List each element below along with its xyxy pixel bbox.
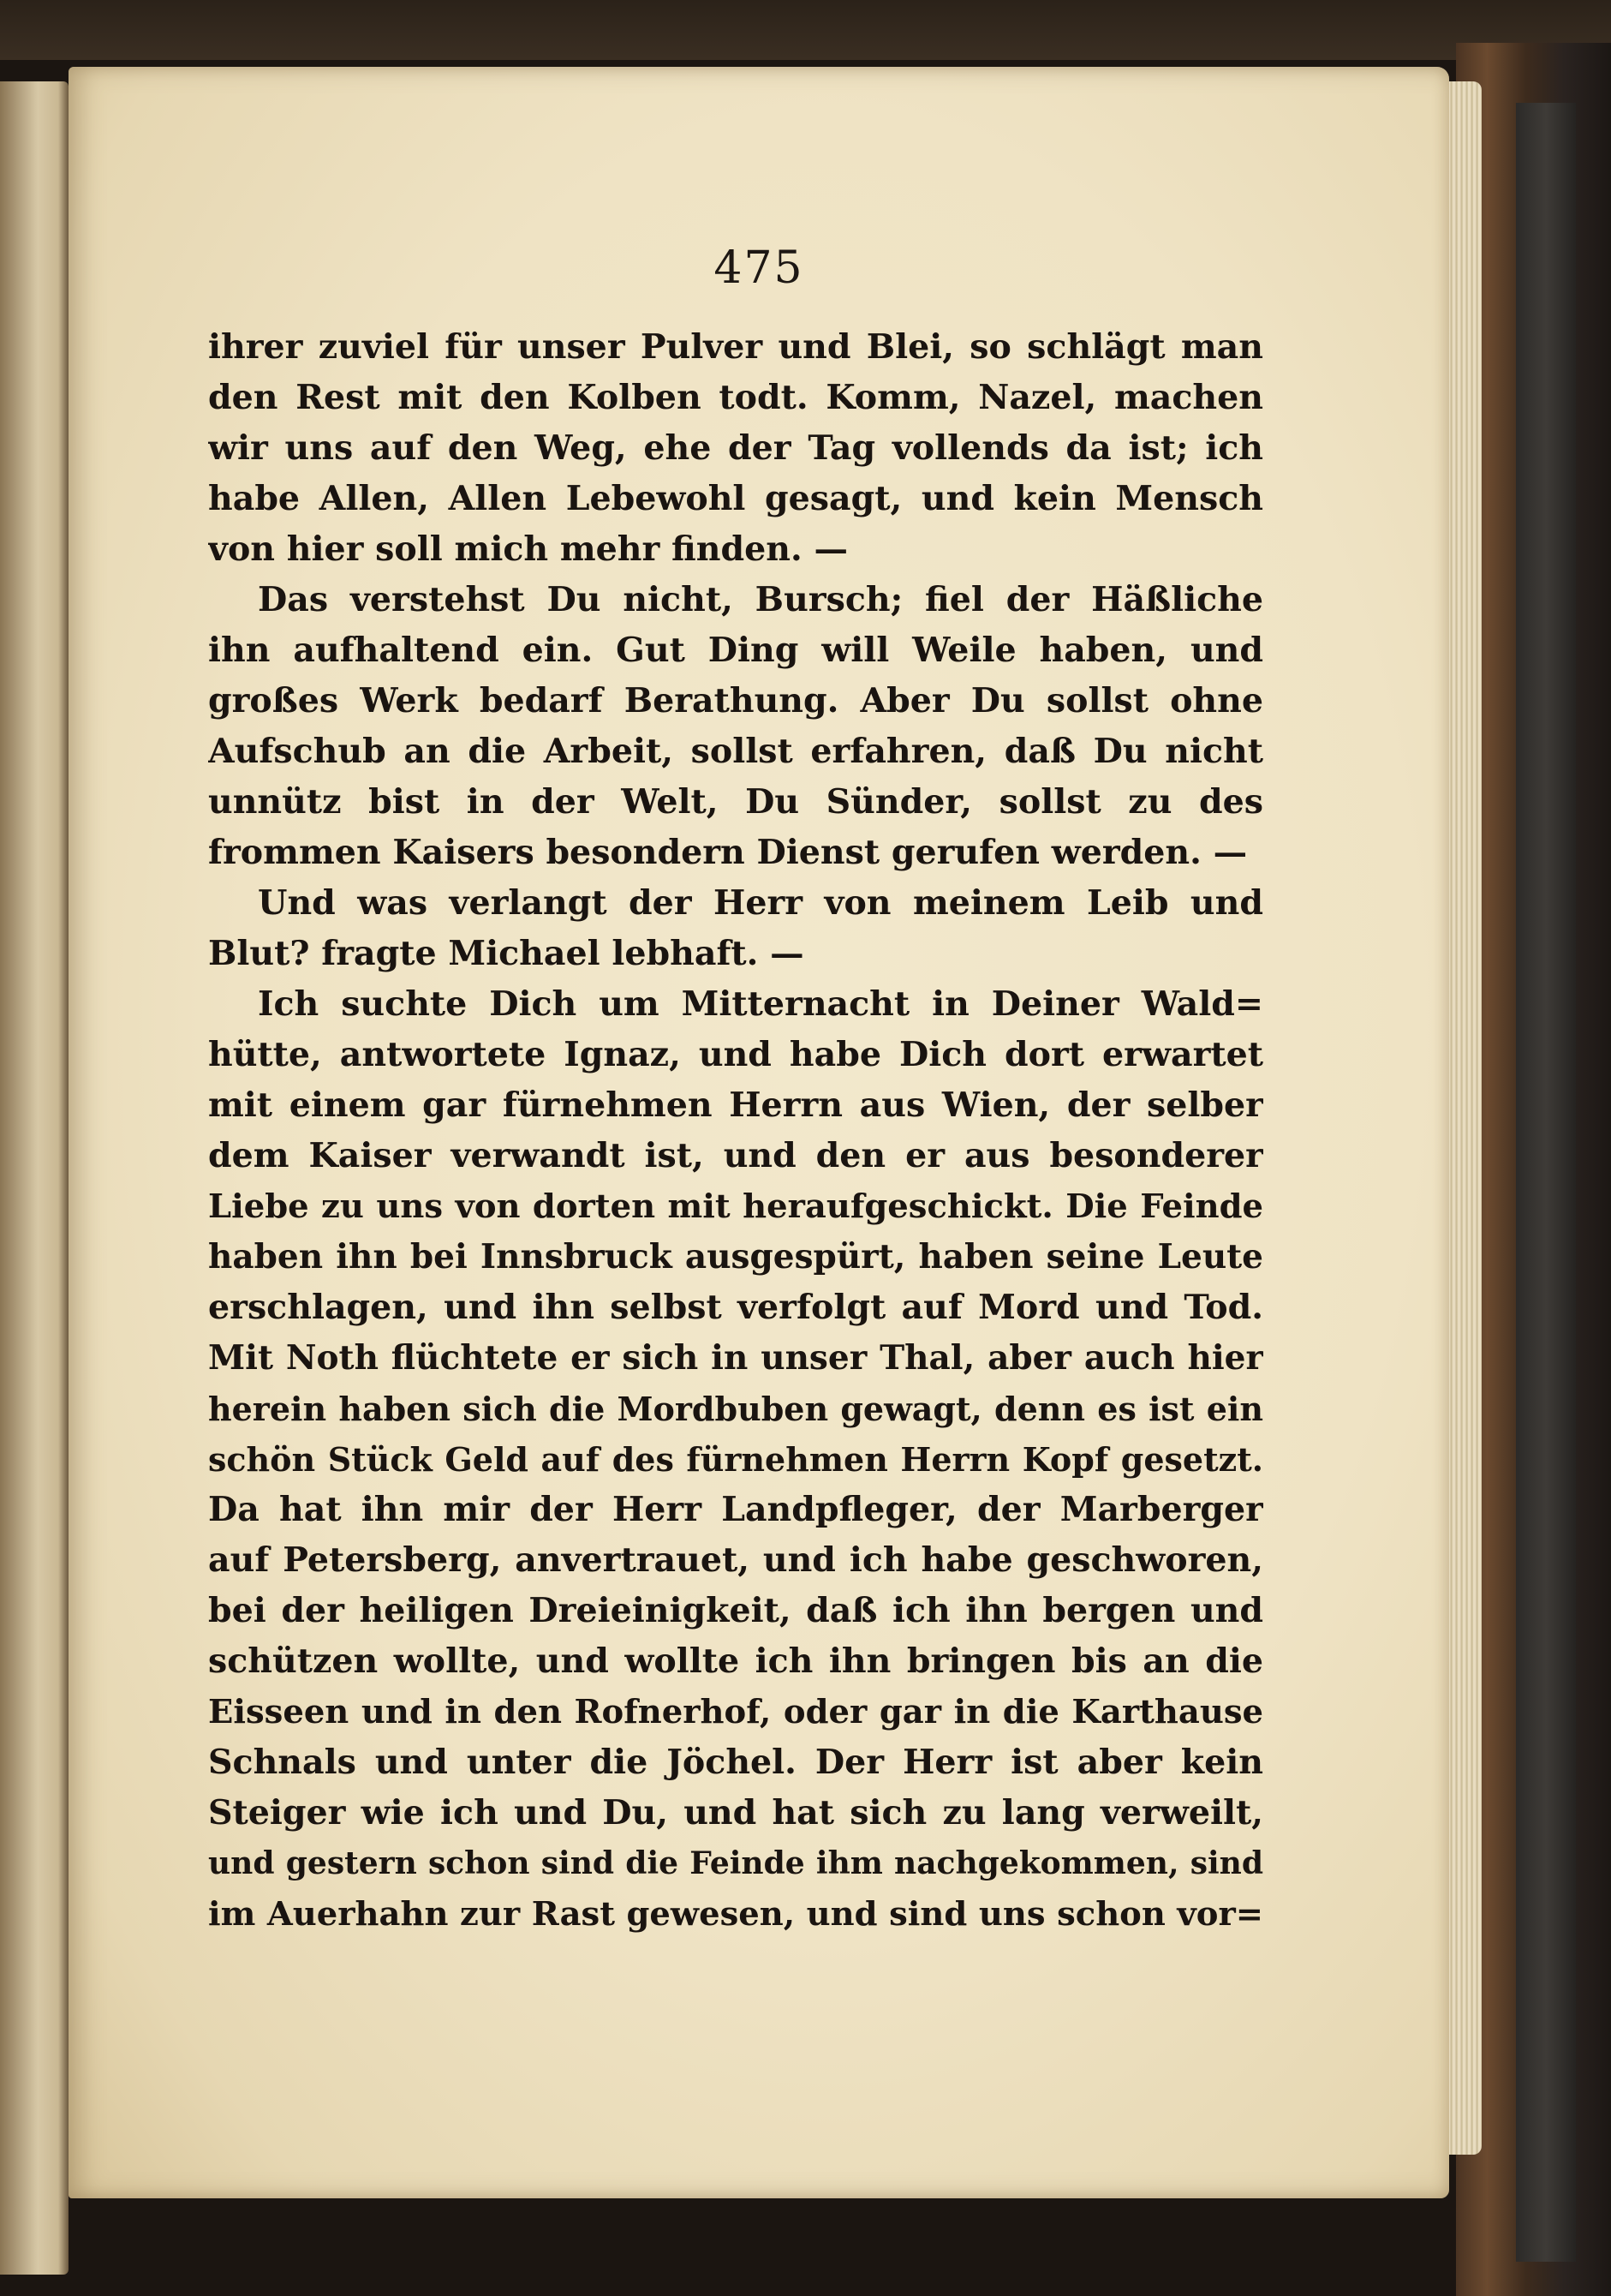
text-line: habe Allen, Allen Lebewohl gesagt, und kein Mensch — [208, 479, 1263, 518]
text-line: Und was verlangt der Herr von meinem Leib und — [258, 883, 1263, 923]
text-line: Schnals und unter die Jöchel. Der Herr ist aber kein — [208, 1743, 1263, 1782]
text-line: im Auerhahn zur Rast gewesen, und sind uns schon vor= — [208, 1895, 1263, 1934]
text-line: Ich suchte Dich um Mitternacht in Deiner Wald= — [258, 984, 1263, 1024]
book-page — [69, 67, 1449, 2198]
text-line: schön Stück Geld auf des fürnehmen Herrn Kopf gesetzt. — [208, 1440, 1263, 1479]
book-cover-band — [1516, 103, 1576, 2262]
text-line: Liebe zu uns von dorten mit heraufgeschickt. Die Feinde — [208, 1187, 1263, 1226]
text-line: wir uns auf den Weg, ehe der Tag vollends da ist; ich — [208, 428, 1263, 468]
text-line: Mit Noth flüchtete er sich in unser Thal, aber auch hier — [208, 1338, 1263, 1378]
text-line: bei der heiligen Dreieinigkeit, daß ich ihn bergen und — [208, 1591, 1263, 1630]
text-line: herein haben sich die Mordbuben gewagt, denn es ist ein — [208, 1390, 1263, 1428]
text-line: großes Werk bedarf Berathung. Aber Du sollst ohne — [208, 681, 1263, 720]
facing-page-edge — [0, 81, 69, 2275]
text-line: unnütz bist in der Welt, Du Sünder, sollst zu des — [208, 782, 1263, 822]
page-number: 475 — [713, 242, 804, 294]
text-line: Das verstehst Du nicht, Bursch; fiel der Häßliche — [258, 580, 1263, 619]
text-line: Steiger wie ich und Du, und hat sich zu lang verweilt, — [208, 1793, 1263, 1833]
text-line: frommen Kaisers besondern Dienst gerufen werden. — — [208, 833, 1248, 872]
text-line: dem Kaiser verwandt ist, und den er aus besonderer — [208, 1136, 1263, 1175]
text-line: schützen wollte, und wollte ich ihn bringen bis an die — [208, 1641, 1263, 1681]
text-line: Blut? fragte Michael lebhaft. — — [208, 934, 804, 973]
text-line: ihrer zuviel für unser Pulver und Blei, so schlägt man — [208, 327, 1263, 367]
body-text — [208, 322, 1263, 1940]
text-line: von hier soll mich mehr finden. — — [208, 529, 848, 569]
text-line: erschlagen, und ihn selbst verfolgt auf Mord und Tod. — [208, 1288, 1263, 1327]
scan-background-top — [0, 0, 1611, 60]
text-line: und gestern schon sind die Feinde ihm nachgekommen, sind — [208, 1845, 1263, 1881]
text-line: den Rest mit den Kolben todt. Komm, Nazel, machen — [208, 378, 1263, 417]
text-line: auf Petersberg, anvertrauet, und ich habe geschworen, — [208, 1540, 1263, 1580]
text-line: ihn aufhaltend ein. Gut Ding will Weile haben, und — [208, 631, 1263, 670]
text-line: Da hat ihn mir der Herr Landpfleger, der Marberger — [208, 1490, 1263, 1529]
text-line: hütte, antwortete Ignaz, und habe Dich dort erwartet — [208, 1035, 1263, 1074]
text-line: Aufschub an die Arbeit, sollst erfahren, daß Du nicht — [208, 732, 1263, 771]
text-line: haben ihn bei Innsbruck ausgespürt, haben seine Leute — [208, 1237, 1263, 1277]
text-line: mit einem gar fürnehmen Herrn aus Wien, der selber — [208, 1085, 1263, 1125]
text-line: Eisseen und in den Rofnerhof, oder gar in die Karthause — [208, 1693, 1263, 1731]
